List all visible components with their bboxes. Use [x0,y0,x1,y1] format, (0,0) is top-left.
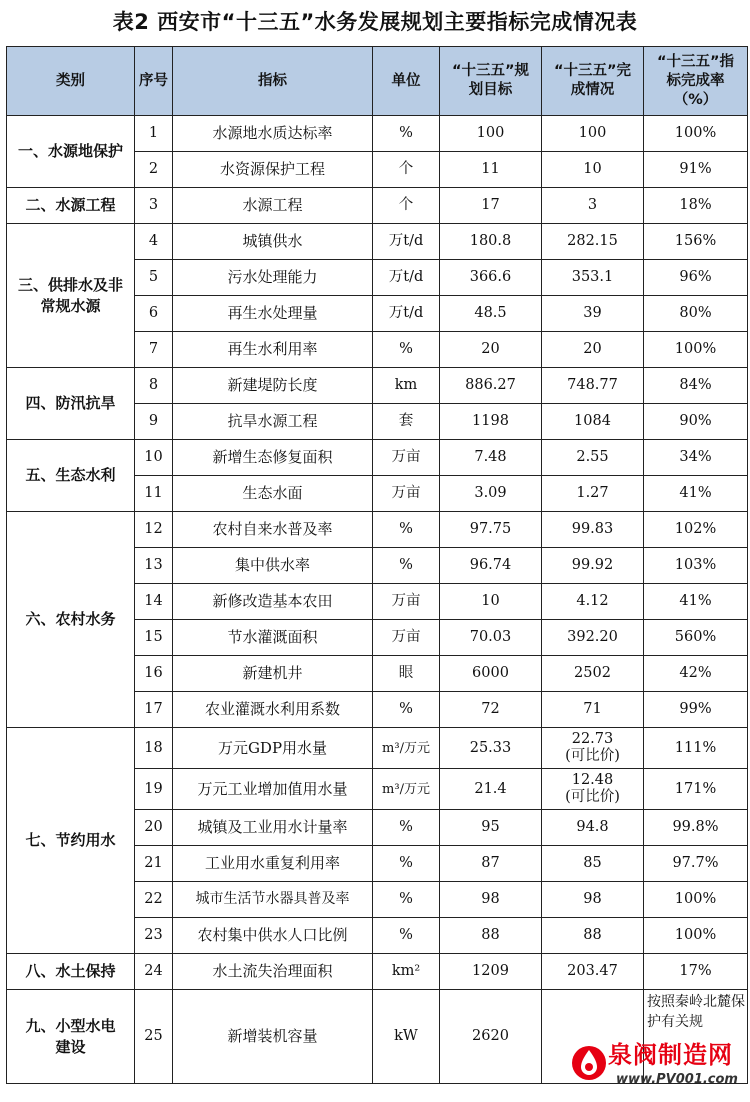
row-unit: % [373,512,440,548]
row-no: 6 [135,296,173,332]
row-unit: % [373,332,440,368]
category-cell: 四、防汛抗旱 [7,368,135,440]
row-actual: 71 [542,692,644,728]
row-target: 72 [440,692,542,728]
row-unit: % [373,692,440,728]
row-indicator: 抗旱水源工程 [173,404,373,440]
row-indicator: 再生水利用率 [173,332,373,368]
row-rate: 84% [644,368,748,404]
row-no: 10 [135,440,173,476]
row-no: 19 [135,769,173,810]
row-rate: 100% [644,116,748,152]
table-row [7,954,748,990]
row-unit: % [373,918,440,954]
row-target: 2620 [440,990,542,1084]
category-cell: 八、水土保持 [7,954,135,990]
row-target: 88 [440,918,542,954]
row-indicator: 水土流失治理面积 [173,954,373,990]
row-unit: 万亩 [373,620,440,656]
row-target: 20 [440,332,542,368]
row-target: 100 [440,116,542,152]
site-watermark [568,1040,748,1100]
row-actual: 2.55 [542,440,644,476]
row-no: 2 [135,152,173,188]
row-indicator: 城镇供水 [173,224,373,260]
row-actual: 85 [542,846,644,882]
header-no: 序号 [135,47,173,116]
row-actual: 1.27 [542,476,644,512]
row-indicator: 水源工程 [173,188,373,224]
row-no: 13 [135,548,173,584]
header-unit: 单位 [373,47,440,116]
row-target: 11 [440,152,542,188]
category-cell: 二、水源工程 [7,188,135,224]
row-indicator: 农业灌溉水利用系数 [173,692,373,728]
row-actual: 282.15 [542,224,644,260]
row-no: 12 [135,512,173,548]
category-cell: 九、小型水电建设 [7,990,135,1084]
watermark-brand: 泉阀制造网 [608,1041,733,1069]
row-rate: 100% [644,332,748,368]
row-rate: 80% [644,296,748,332]
row-rate: 41% [644,584,748,620]
row-unit: % [373,548,440,584]
valve-logo-icon [570,1044,608,1082]
row-target: 95 [440,810,542,846]
row-actual-note: (可比价) [565,748,620,764]
row-no: 24 [135,954,173,990]
table-row [7,512,748,548]
category-cell: 六、农村水务 [7,512,135,728]
row-indicator: 万元GDP用水量 [173,728,373,769]
indicator-table [6,46,748,1084]
row-rate: 100% [644,882,748,918]
row-actual: 353.1 [542,260,644,296]
row-indicator: 农村集中供水人口比例 [173,918,373,954]
row-rate: 111% [644,728,748,769]
row-target: 97.75 [440,512,542,548]
row-actual: 12.48 [571,772,614,788]
row-actual-cell [542,769,644,810]
row-actual: 1084 [542,404,644,440]
row-no: 11 [135,476,173,512]
row-rate: 97.7% [644,846,748,882]
row-indicator: 新建堤防长度 [173,368,373,404]
row-indicator: 新修改造基本农田 [173,584,373,620]
row-rate: 18% [644,188,748,224]
row-unit: % [373,882,440,918]
header-target: “十三五”规划目标 [440,47,542,116]
category-cell: 五、生态水利 [7,440,135,512]
row-rate: 560% [644,620,748,656]
row-target: 25.33 [440,728,542,769]
row-indicator: 新增生态修复面积 [173,440,373,476]
row-actual: 98 [542,882,644,918]
row-indicator: 再生水处理量 [173,296,373,332]
row-no: 14 [135,584,173,620]
row-indicator: 新增装机容量 [173,990,373,1084]
row-unit: 万t/d [373,296,440,332]
row-indicator: 万元工业增加值用水量 [173,769,373,810]
row-no: 9 [135,404,173,440]
row-actual: 100 [542,116,644,152]
row-unit: m³/万元 [373,769,440,810]
row-target: 1209 [440,954,542,990]
row-actual: 392.20 [542,620,644,656]
row-no: 25 [135,990,173,1084]
row-indicator: 农村自来水普及率 [173,512,373,548]
table-row [7,440,748,476]
row-no: 18 [135,728,173,769]
row-actual: 10 [542,152,644,188]
row-no: 3 [135,188,173,224]
row-target: 1198 [440,404,542,440]
row-rate: 17% [644,954,748,990]
row-indicator: 水源地水质达标率 [173,116,373,152]
row-unit: 万亩 [373,584,440,620]
row-no: 20 [135,810,173,846]
row-no: 7 [135,332,173,368]
row-target: 21.4 [440,769,542,810]
row-target: 180.8 [440,224,542,260]
row-indicator: 城市生活节水器具普及率 [173,882,373,918]
row-unit: % [373,116,440,152]
row-rate: 103% [644,548,748,584]
table-row [7,728,748,769]
row-actual: 4.12 [542,584,644,620]
row-actual: 22.73 [571,731,614,747]
row-no: 4 [135,224,173,260]
category-cell: 一、水源地保护 [7,116,135,188]
row-rate: 90% [644,404,748,440]
row-indicator: 集中供水率 [173,548,373,584]
row-actual: 203.47 [542,954,644,990]
row-indicator: 工业用水重复利用率 [173,846,373,882]
row-actual: 748.77 [542,368,644,404]
row-actual-cell [542,728,644,769]
row-unit: 万t/d [373,260,440,296]
row-rate: 171% [644,769,748,810]
row-target: 7.48 [440,440,542,476]
row-target: 3.09 [440,476,542,512]
table-row [7,368,748,404]
row-target: 6000 [440,656,542,692]
row-target: 96.74 [440,548,542,584]
row-actual: 20 [542,332,644,368]
table-row [7,224,748,260]
row-target: 10 [440,584,542,620]
row-rate: 91% [644,152,748,188]
row-target: 886.27 [440,368,542,404]
row-unit: 万亩 [373,476,440,512]
row-rate: 96% [644,260,748,296]
row-unit: % [373,810,440,846]
row-indicator: 生态水面 [173,476,373,512]
row-rate: 41% [644,476,748,512]
row-rate: 42% [644,656,748,692]
row-rate-note: 按照秦岭北麓保护有关规 [644,990,748,1084]
row-rate: 99.8% [644,810,748,846]
row-rate: 102% [644,512,748,548]
row-unit: m³/万元 [373,728,440,769]
row-no: 22 [135,882,173,918]
row-unit: km² [373,954,440,990]
row-rate: 34% [644,440,748,476]
row-actual: 3 [542,188,644,224]
row-unit: 眼 [373,656,440,692]
row-rate: 99% [644,692,748,728]
row-actual: 99.83 [542,512,644,548]
row-indicator: 污水处理能力 [173,260,373,296]
row-no: 21 [135,846,173,882]
row-indicator: 水资源保护工程 [173,152,373,188]
header-rate: “十三五”指标完成率（%） [644,47,748,116]
header-indicator: 指标 [173,47,373,116]
header-row [7,47,748,116]
row-actual-note: (可比价) [565,789,620,805]
header-actual: “十三五”完成情况 [542,47,644,116]
category-cell: 七、节约用水 [7,728,135,954]
row-target: 366.6 [440,260,542,296]
row-target: 87 [440,846,542,882]
row-actual: 39 [542,296,644,332]
row-rate: 100% [644,918,748,954]
row-target: 17 [440,188,542,224]
row-indicator: 城镇及工业用水计量率 [173,810,373,846]
row-rate: 156% [644,224,748,260]
row-no: 5 [135,260,173,296]
row-unit: % [373,846,440,882]
row-actual: 94.8 [542,810,644,846]
row-no: 1 [135,116,173,152]
table-row [7,116,748,152]
row-unit: 万t/d [373,224,440,260]
category-cell: 三、供排水及非常规水源 [7,224,135,368]
row-actual: 99.92 [542,548,644,584]
row-actual: 2502 [542,656,644,692]
row-no: 15 [135,620,173,656]
row-unit: 个 [373,188,440,224]
row-target: 98 [440,882,542,918]
row-unit: 套 [373,404,440,440]
row-no: 8 [135,368,173,404]
header-category: 类别 [7,47,135,116]
row-unit: 万亩 [373,440,440,476]
row-no: 17 [135,692,173,728]
row-unit: 个 [373,152,440,188]
table-row [7,188,748,224]
row-actual: 88 [542,918,644,954]
row-no: 23 [135,918,173,954]
row-indicator: 节水灌溉面积 [173,620,373,656]
row-unit: km [373,368,440,404]
row-target: 48.5 [440,296,542,332]
watermark-url: www.PV001.com [616,1072,738,1087]
row-unit: kW [373,990,440,1084]
table-title: 表2 西安市“十三五”水务发展规划主要指标完成情况表 [112,10,638,34]
row-no: 16 [135,656,173,692]
row-target: 70.03 [440,620,542,656]
row-indicator: 新建机井 [173,656,373,692]
